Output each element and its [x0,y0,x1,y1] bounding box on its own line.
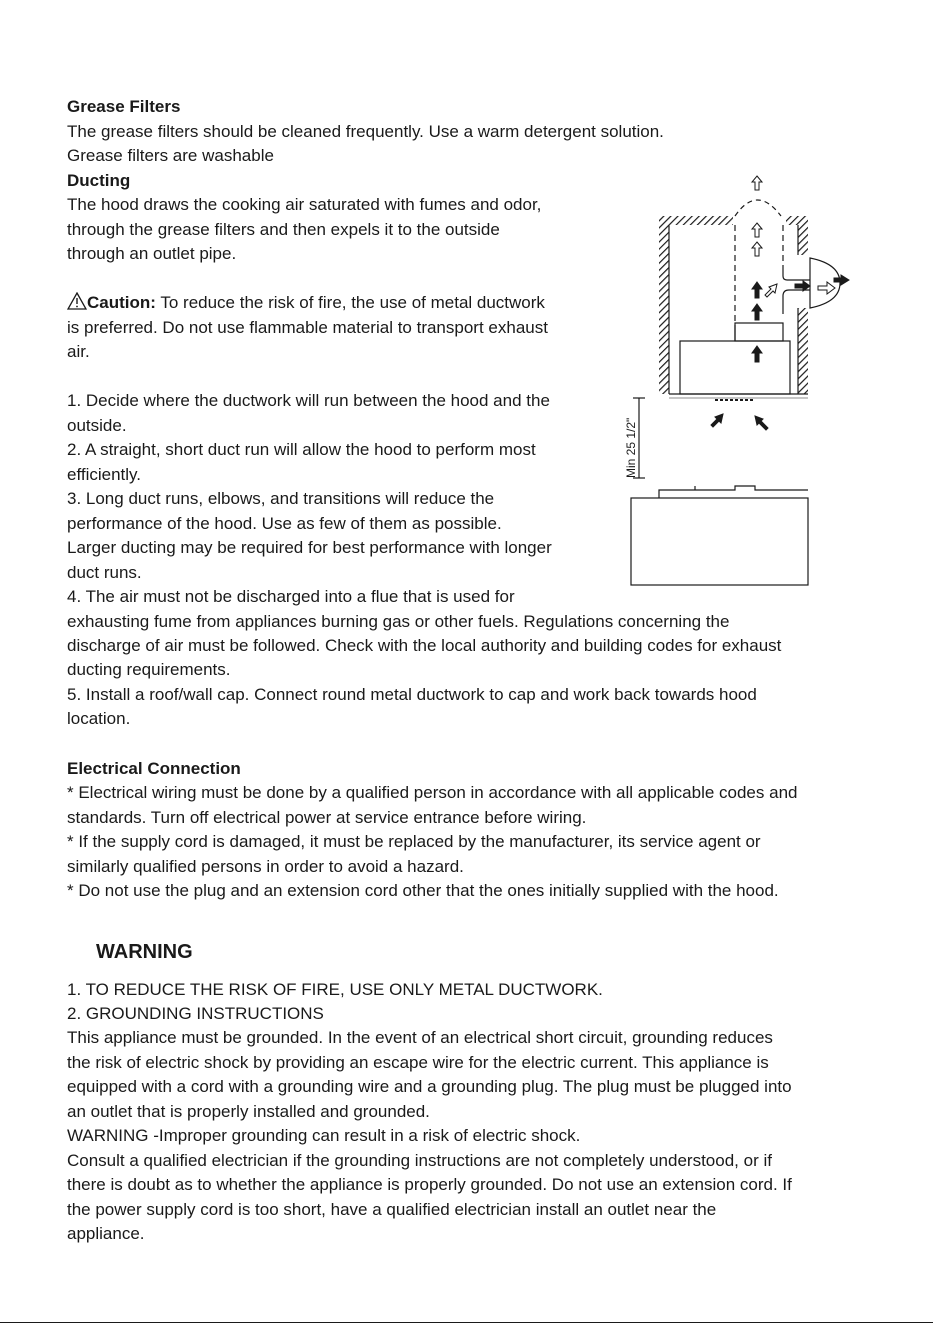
ducting-step-line: duct runs. [67,563,142,582]
left-wall-hatch [659,216,669,394]
right-arrow-outline-icon [818,282,835,294]
up-arrow-outline-icon [752,242,762,256]
grease-line: Grease filters are washable [67,146,274,165]
ducting-step-line: 4. The air must not be discharged into a flue that is used for [67,587,515,606]
hood-canopy [680,341,790,394]
ducting-step-line: outside. [67,416,127,435]
warning-line: appliance. [67,1224,145,1243]
diagonal-arrow-outline-icon [765,284,777,297]
ducting-step-line: exhausting fume from appliances burning gas or other fuels. Regulations concerning the [67,612,730,631]
right-wall-hatch [798,225,808,255]
warning-triangle-icon [67,292,87,310]
warning-line: This appliance must be grounded. In the event of an electrical short circuit, grounding reduces [67,1028,773,1047]
ducting-intro-line: The hood draws the cooking air saturated with fumes and odor, [67,195,542,214]
ducting-step-line: Larger ducting may be required for best performance with longer [67,538,552,557]
warning-title: WARNING [96,941,193,963]
electrical-line: similarly qualified persons in order to avoid a hazard. [67,857,464,876]
grease-filters-heading: Grease Filters [67,97,181,116]
ducting-heading: Ducting [67,171,131,190]
warning-line: there is doubt as to whether the appliance is properly grounded. Do not use an extension cord. If [67,1175,792,1194]
caution-line: is preferred. Do not use flammable material to transport exhaust [67,318,548,337]
ducting-step-line: 1. Decide where the ductwork will run between the hood and the [67,391,550,410]
ceiling-left-hatch [669,216,733,225]
roof-cap-dashed [735,200,781,216]
up-arrow-outline-icon [752,176,762,190]
duct-elbow [783,268,810,280]
electrical-heading: Electrical Connection [67,759,241,778]
electrical-line: standards. Turn off electrical power at service entrance before wiring. [67,808,587,827]
ducting-intro-line: through an outlet pipe. [67,244,237,263]
right-arrow-icon [834,275,849,285]
ducting-step-line: location. [67,709,131,728]
base-cabinet [631,498,808,585]
warning-line: 2. GROUNDING INSTRUCTIONS [67,1004,324,1023]
up-arrow-icon [752,304,762,320]
caution-line: air. [67,342,90,361]
ducting-step-line: 5. Install a roof/wall cap. Connect round metal ductwork to cap and work back towards hood [67,685,757,704]
electrical-line: * If the supply cord is damaged, it must be replaced by the manufacturer, its service agent or [67,832,761,851]
up-arrow-icon [752,282,762,298]
electrical-line: * Do not use the plug and an extension cord other that the ones initially supplied with the hood. [67,881,779,900]
warning-line: equipped with a cord with a grounding wire and a grounding plug. The plug must be plugged into [67,1077,792,1096]
cooktop [659,486,808,498]
hood-chimney-lower [735,323,783,341]
page-bottom-rule [0,1322,933,1323]
warning-line: Consult a qualified electrician if the grounding instructions are not completely understood, or if [67,1151,772,1170]
diagonal-arrow-icon [755,416,768,430]
warning-line: the risk of electric shock by providing an escape wire for the electric current. This appliance is [67,1053,769,1072]
ducting-intro-line: through the grease filters and then expels it to the outside [67,220,500,239]
ducting-step-line: performance of the hood. Use as few of them as possible. [67,514,502,533]
caution-label: Caution: [87,293,156,312]
warning-line: an outlet that is properly installed and grounded. [67,1102,430,1121]
ducting-step-line: 2. A straight, short duct run will allow the hood to perform most [67,440,536,459]
grease-line: The grease filters should be cleaned frequently. Use a warm detergent solution. [67,122,664,141]
wall-cap [810,258,840,308]
electrical-line: * Electrical wiring must be done by a qualified person in accordance with all applicable codes and [67,783,798,802]
warning-line: 1. TO REDUCE THE RISK OF FIRE, USE ONLY METAL DUCTWORK. [67,980,603,999]
up-arrow-outline-icon [752,223,762,237]
diagonal-arrow-icon [711,414,723,427]
ducting-step-line: efficiently. [67,465,142,484]
caution-line [67,291,545,316]
right-wall-lower-hatch [798,308,808,394]
up-arrow-icon [752,346,762,362]
ceiling-right-hatch [786,216,808,225]
dimension-label: Min 25 1/2" [624,417,638,478]
warning-line: WARNING -Improper grounding can result in a risk of electric shock. [67,1126,581,1145]
ducting-step-line: ducting requirements. [67,660,231,679]
range-hood-ducting-diagram [605,168,850,590]
warning-line: the power supply cord is too short, have a qualified electrician install an outlet near the [67,1200,717,1219]
ducting-step-line: discharge of air must be followed. Check with the local authority and building codes for exhaust [67,636,782,655]
ducting-step-line: 3. Long duct runs, elbows, and transitions will reduce the [67,489,495,508]
caution-text: To reduce the risk of fire, the use of metal ductwork [155,293,545,312]
